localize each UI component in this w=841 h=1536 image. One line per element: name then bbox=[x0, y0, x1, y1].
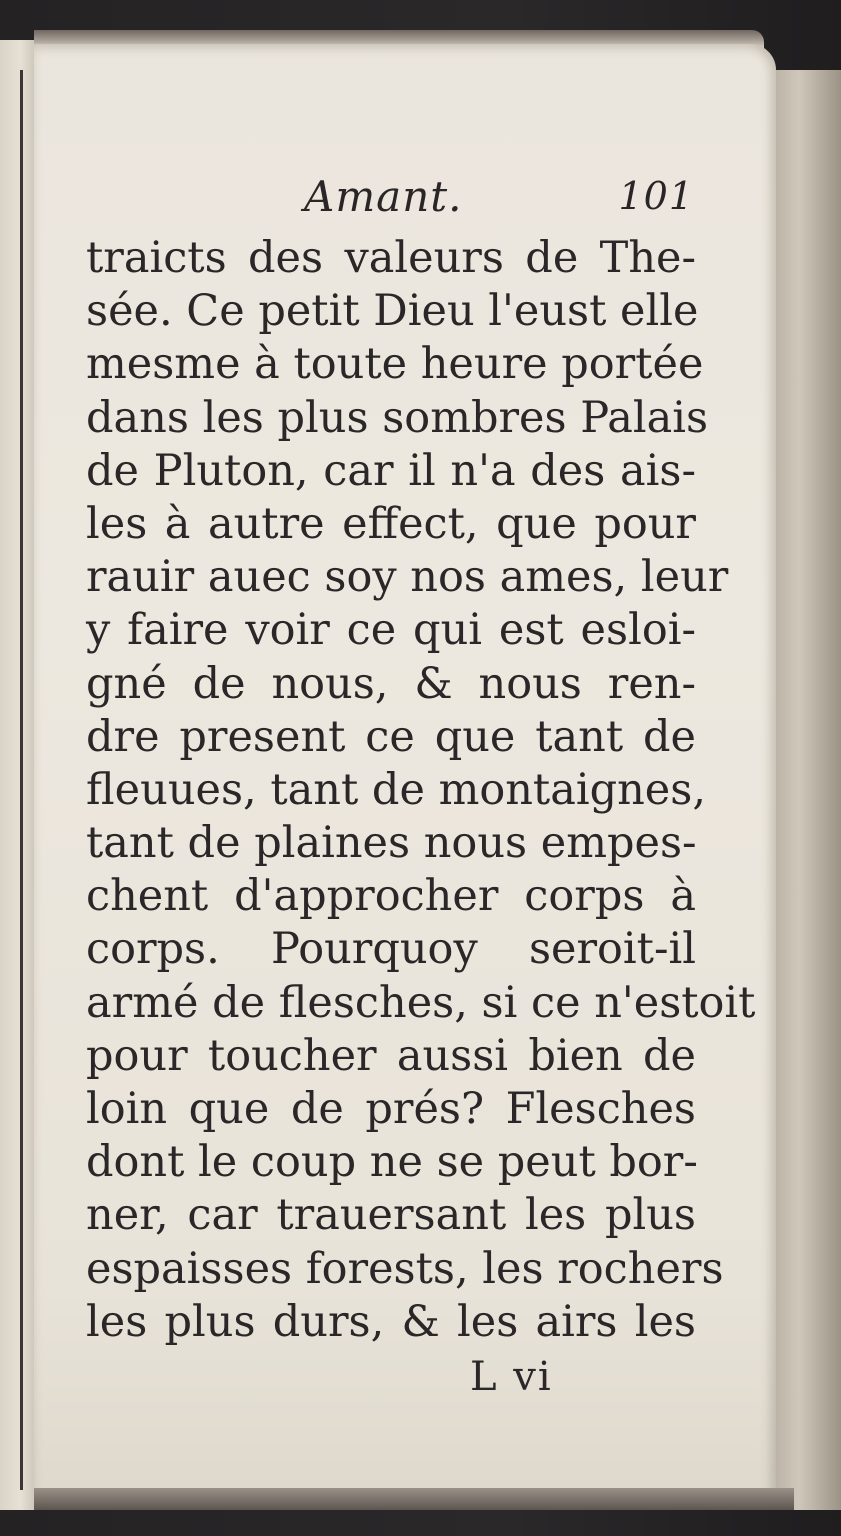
signature-mark: L vi bbox=[470, 1354, 553, 1400]
text-line: loin que de prés? Flesches bbox=[86, 1084, 696, 1134]
page-text bbox=[86, 232, 756, 1349]
page-bottom-edge bbox=[34, 1488, 794, 1510]
text-line: de Pluton, car il n'a des ais- bbox=[86, 445, 696, 496]
text-line: les plus durs, & les airs les bbox=[86, 1296, 696, 1347]
text-line: les à autre effect, que pour bbox=[86, 498, 696, 549]
text-line: dans les plus sombres Palais bbox=[86, 392, 709, 443]
text-line: corps. Pourquoy seroit-il bbox=[86, 924, 696, 975]
book-cover-edge bbox=[769, 70, 841, 1510]
running-head: Amant. bbox=[304, 172, 463, 221]
text-line: armé de flesches, si ce n'estoit bbox=[86, 977, 756, 1028]
text-line: rauir auec soy nos ames, leur bbox=[86, 552, 729, 603]
facing-page-edge bbox=[0, 40, 34, 1510]
text-line: chent d'approcher corps à bbox=[86, 871, 696, 922]
text-line: sée. Ce petit Dieu l'eust elle bbox=[86, 286, 699, 337]
page-number: 101 bbox=[618, 174, 694, 218]
page-gutter-rule bbox=[20, 70, 23, 1490]
text-line: ner, car trauersant les plus bbox=[86, 1190, 696, 1241]
text-line: y faire voir ce qui est esloi- bbox=[86, 605, 696, 656]
text-line: tant de plaines nous empes- bbox=[86, 818, 697, 869]
book-page bbox=[34, 44, 776, 1504]
text-line: traicts des valeurs de The- bbox=[86, 233, 696, 283]
page-header bbox=[34, 172, 776, 232]
text-line: gné de nous, & nous ren- bbox=[86, 658, 696, 709]
text-line: pour toucher aussi bien de bbox=[86, 1030, 696, 1081]
text-line: fleuues, tant de montaignes, bbox=[86, 764, 706, 815]
text-line: dont le coup ne se peut bor- bbox=[86, 1137, 698, 1188]
text-line: dre present ce que tant de bbox=[86, 711, 696, 762]
text-line: mesme à toute heure portée bbox=[86, 339, 704, 390]
text-line: espaisses forests, les rochers bbox=[86, 1243, 724, 1294]
